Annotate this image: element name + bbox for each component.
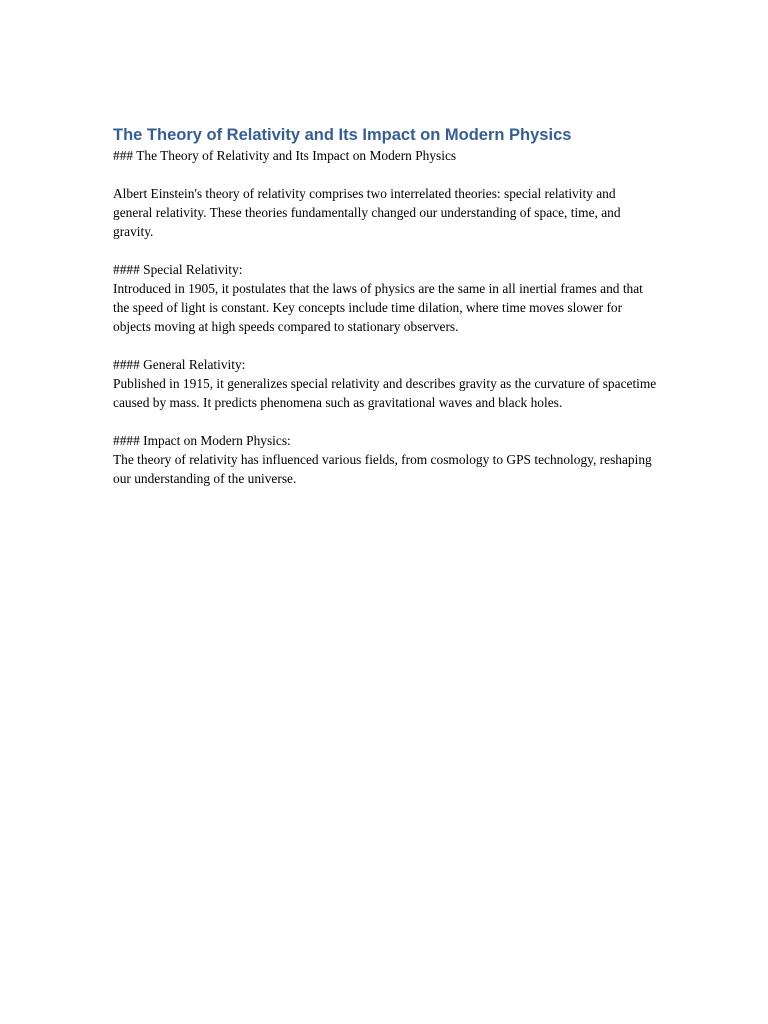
general-relativity-heading: #### General Relativity: — [113, 357, 246, 372]
document-title: The Theory of Relativity and Its Impact on Modern Physics — [113, 126, 572, 144]
special-relativity-heading: #### Special Relativity: — [113, 262, 243, 277]
markdown-heading-line: ### The Theory of Relativity and Its Impact on Modern Physics — [113, 148, 457, 163]
special-relativity-paragraph: Introduced in 1905, it postulates that the laws of physics are the same in all inertial frames and that the speed of light is constant. Key concepts include time dilation, where time moves slower for objects moving at high speeds compared to stationary observers. — [113, 281, 643, 334]
impact-paragraph: The theory of relativity has influenced various fields, from cosmology to GPS technology, reshaping our understanding of the universe. — [113, 452, 652, 486]
general-relativity-paragraph: Published in 1915, it generalizes special relativity and describes gravity as the curvature of spacetime caused by mass. It predicts phenomena such as gravitational waves and black holes. — [113, 376, 657, 410]
blank-line — [113, 412, 658, 431]
blank-line — [113, 241, 658, 260]
intro-paragraph: Albert Einstein's theory of relativity comprises two interrelated theories: special relativity and general relativity. These theories fundamentally changed our understanding of space, time, and gravity. — [113, 186, 621, 239]
blank-line — [113, 165, 658, 184]
blank-line — [113, 336, 658, 355]
impact-heading: #### Impact on Modern Physics: — [113, 433, 291, 448]
document-body — [113, 124, 658, 488]
